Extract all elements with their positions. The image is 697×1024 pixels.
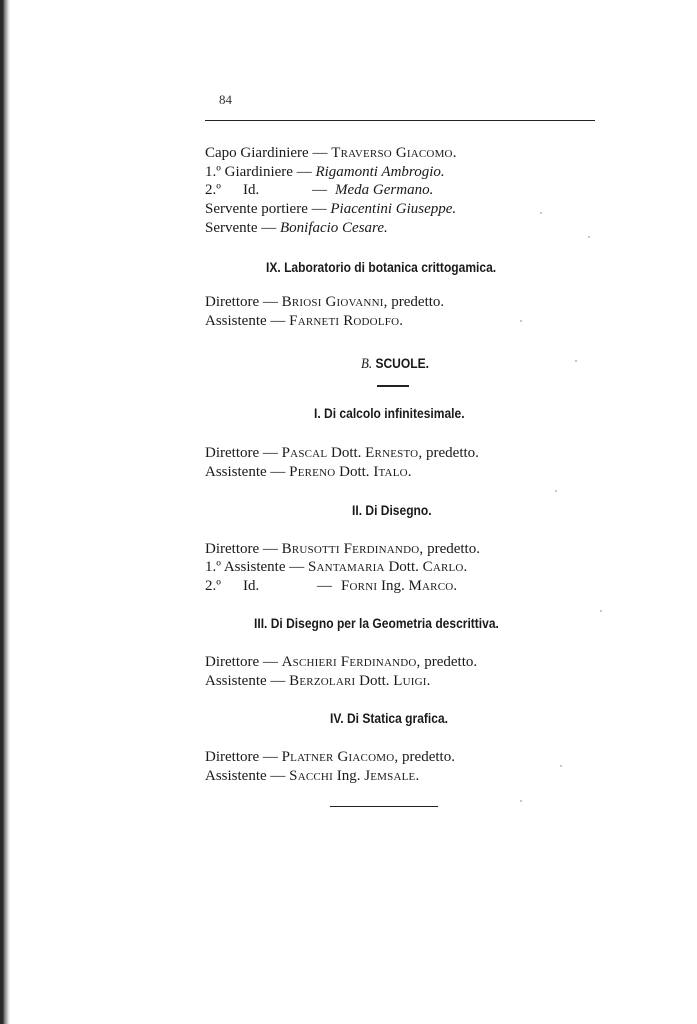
separator: — bbox=[261, 220, 277, 236]
staff-line bbox=[205, 144, 457, 162]
role: Capo Giardiniere bbox=[205, 145, 309, 161]
part-letter: B. bbox=[361, 356, 373, 372]
staff-line bbox=[205, 558, 468, 576]
separator: — bbox=[262, 445, 278, 461]
role: Direttore bbox=[205, 541, 260, 557]
role: Direttore bbox=[205, 294, 260, 310]
note: predetto. bbox=[391, 294, 445, 310]
note: predetto. bbox=[427, 541, 480, 557]
staff-line bbox=[205, 293, 444, 311]
person-given-name: Jemsale. bbox=[364, 768, 420, 784]
separator: — bbox=[289, 559, 305, 575]
staff-line bbox=[205, 540, 480, 558]
paper-speck bbox=[588, 236, 590, 238]
role: 1.º Giardiniere bbox=[205, 164, 293, 180]
separator: — bbox=[262, 541, 278, 557]
role: 1.º Assistente bbox=[205, 559, 286, 575]
role: Direttore bbox=[205, 749, 260, 765]
note: predetto. bbox=[426, 445, 479, 461]
person-given-name: Marco. bbox=[408, 578, 458, 594]
note: predetto. bbox=[402, 749, 455, 765]
staff-line bbox=[205, 312, 403, 330]
role: Assistente bbox=[205, 464, 267, 480]
separator: — bbox=[312, 182, 327, 198]
person-name: Bonifacio Cesare. bbox=[279, 220, 388, 236]
person-name: Rigamonti Ambrogio. bbox=[315, 164, 445, 180]
note: predetto. bbox=[424, 654, 478, 670]
person-title: Ing. bbox=[336, 768, 361, 784]
person-name: Brusotti Ferdinando, bbox=[281, 541, 424, 557]
staff-line bbox=[205, 653, 477, 671]
role: Servente portiere bbox=[205, 201, 308, 217]
section-heading-iii: III. Di Disegno per la Geometria descrittiva. bbox=[254, 615, 499, 631]
role: Direttore bbox=[205, 654, 260, 670]
header-rule bbox=[205, 120, 595, 121]
section-heading-ii: II. Di Disegno. bbox=[352, 502, 432, 518]
staff-line bbox=[205, 577, 458, 595]
paper-speck bbox=[520, 320, 522, 322]
person-name: Berzolari bbox=[289, 673, 356, 689]
person-name: Platner Giacomo, bbox=[281, 749, 399, 765]
person-name: Farneti Rodolfo. bbox=[289, 313, 404, 329]
role: Direttore bbox=[205, 445, 260, 461]
role: Assistente bbox=[205, 768, 267, 784]
role: Assistente bbox=[205, 673, 267, 689]
separator: — bbox=[262, 654, 278, 670]
idem: Id. bbox=[243, 182, 260, 198]
person-name: Traverso Giacomo. bbox=[331, 145, 457, 161]
role: Assistente bbox=[205, 313, 267, 329]
person-name: Sacchi bbox=[289, 768, 333, 784]
person-given-name: Luigi. bbox=[393, 673, 431, 689]
staff-line bbox=[205, 767, 419, 785]
page-number: 84 bbox=[219, 92, 232, 107]
staff-line bbox=[205, 748, 455, 766]
section-heading-iv: IV. Di Statica grafica. bbox=[330, 710, 449, 726]
separator: — bbox=[312, 145, 328, 161]
staff-line bbox=[205, 444, 479, 462]
end-rule bbox=[330, 806, 438, 807]
person-name: Piacentini Giuseppe. bbox=[330, 201, 457, 217]
section-rule bbox=[377, 385, 409, 387]
paper-speck bbox=[575, 360, 577, 362]
book-binding-edge bbox=[0, 0, 10, 1024]
person-name: Forni bbox=[341, 578, 378, 594]
staff-line bbox=[205, 463, 412, 481]
person-given-name: Italo. bbox=[373, 464, 412, 480]
separator: — bbox=[270, 313, 286, 329]
staff-line bbox=[205, 200, 456, 218]
separator: — bbox=[270, 673, 286, 689]
section-heading-scuole bbox=[361, 355, 429, 373]
part-title: SCUOLE. bbox=[375, 355, 429, 371]
person-title: Ing. bbox=[380, 578, 405, 594]
separator: — bbox=[317, 578, 332, 594]
staff-line bbox=[205, 672, 431, 690]
paper-speck bbox=[560, 765, 562, 767]
staff-line bbox=[205, 163, 445, 181]
section-heading-ix: IX. Laboratorio di botanica crittogamica. bbox=[266, 259, 497, 275]
separator: — bbox=[262, 294, 278, 310]
role: Servente bbox=[205, 220, 258, 236]
person-title: Dott. bbox=[331, 445, 362, 461]
staff-line bbox=[205, 181, 434, 199]
person-name: Santamaria bbox=[308, 559, 385, 575]
section-heading-i: I. Di calcolo infinitesimale. bbox=[314, 405, 465, 421]
paper-speck bbox=[555, 490, 557, 492]
person-title: Dott. bbox=[339, 464, 370, 480]
role: 2.º bbox=[205, 578, 221, 594]
person-title: Dott. bbox=[359, 673, 390, 689]
person-name: Pascal bbox=[281, 445, 328, 461]
person-name: Aschieri Ferdinando, bbox=[281, 654, 421, 670]
separator: — bbox=[262, 749, 278, 765]
staff-line bbox=[205, 219, 388, 237]
person-name: Meda Germano. bbox=[335, 182, 434, 198]
person-title: Dott. bbox=[388, 559, 419, 575]
separator: — bbox=[270, 768, 286, 784]
name-group bbox=[341, 577, 457, 595]
separator: — bbox=[296, 164, 312, 180]
person-given-name: Carlo. bbox=[422, 559, 468, 575]
separator: — bbox=[270, 464, 286, 480]
role: 2.º bbox=[205, 182, 221, 198]
person-name: Pereno bbox=[289, 464, 336, 480]
person-given-name: Ernesto, bbox=[365, 445, 423, 461]
paper-speck bbox=[520, 800, 522, 802]
paper-speck bbox=[540, 212, 542, 214]
paper-speck bbox=[600, 610, 602, 612]
separator: — bbox=[311, 201, 327, 217]
idem: Id. bbox=[243, 578, 260, 594]
person-name: Briosi Giovanni, bbox=[281, 294, 388, 310]
